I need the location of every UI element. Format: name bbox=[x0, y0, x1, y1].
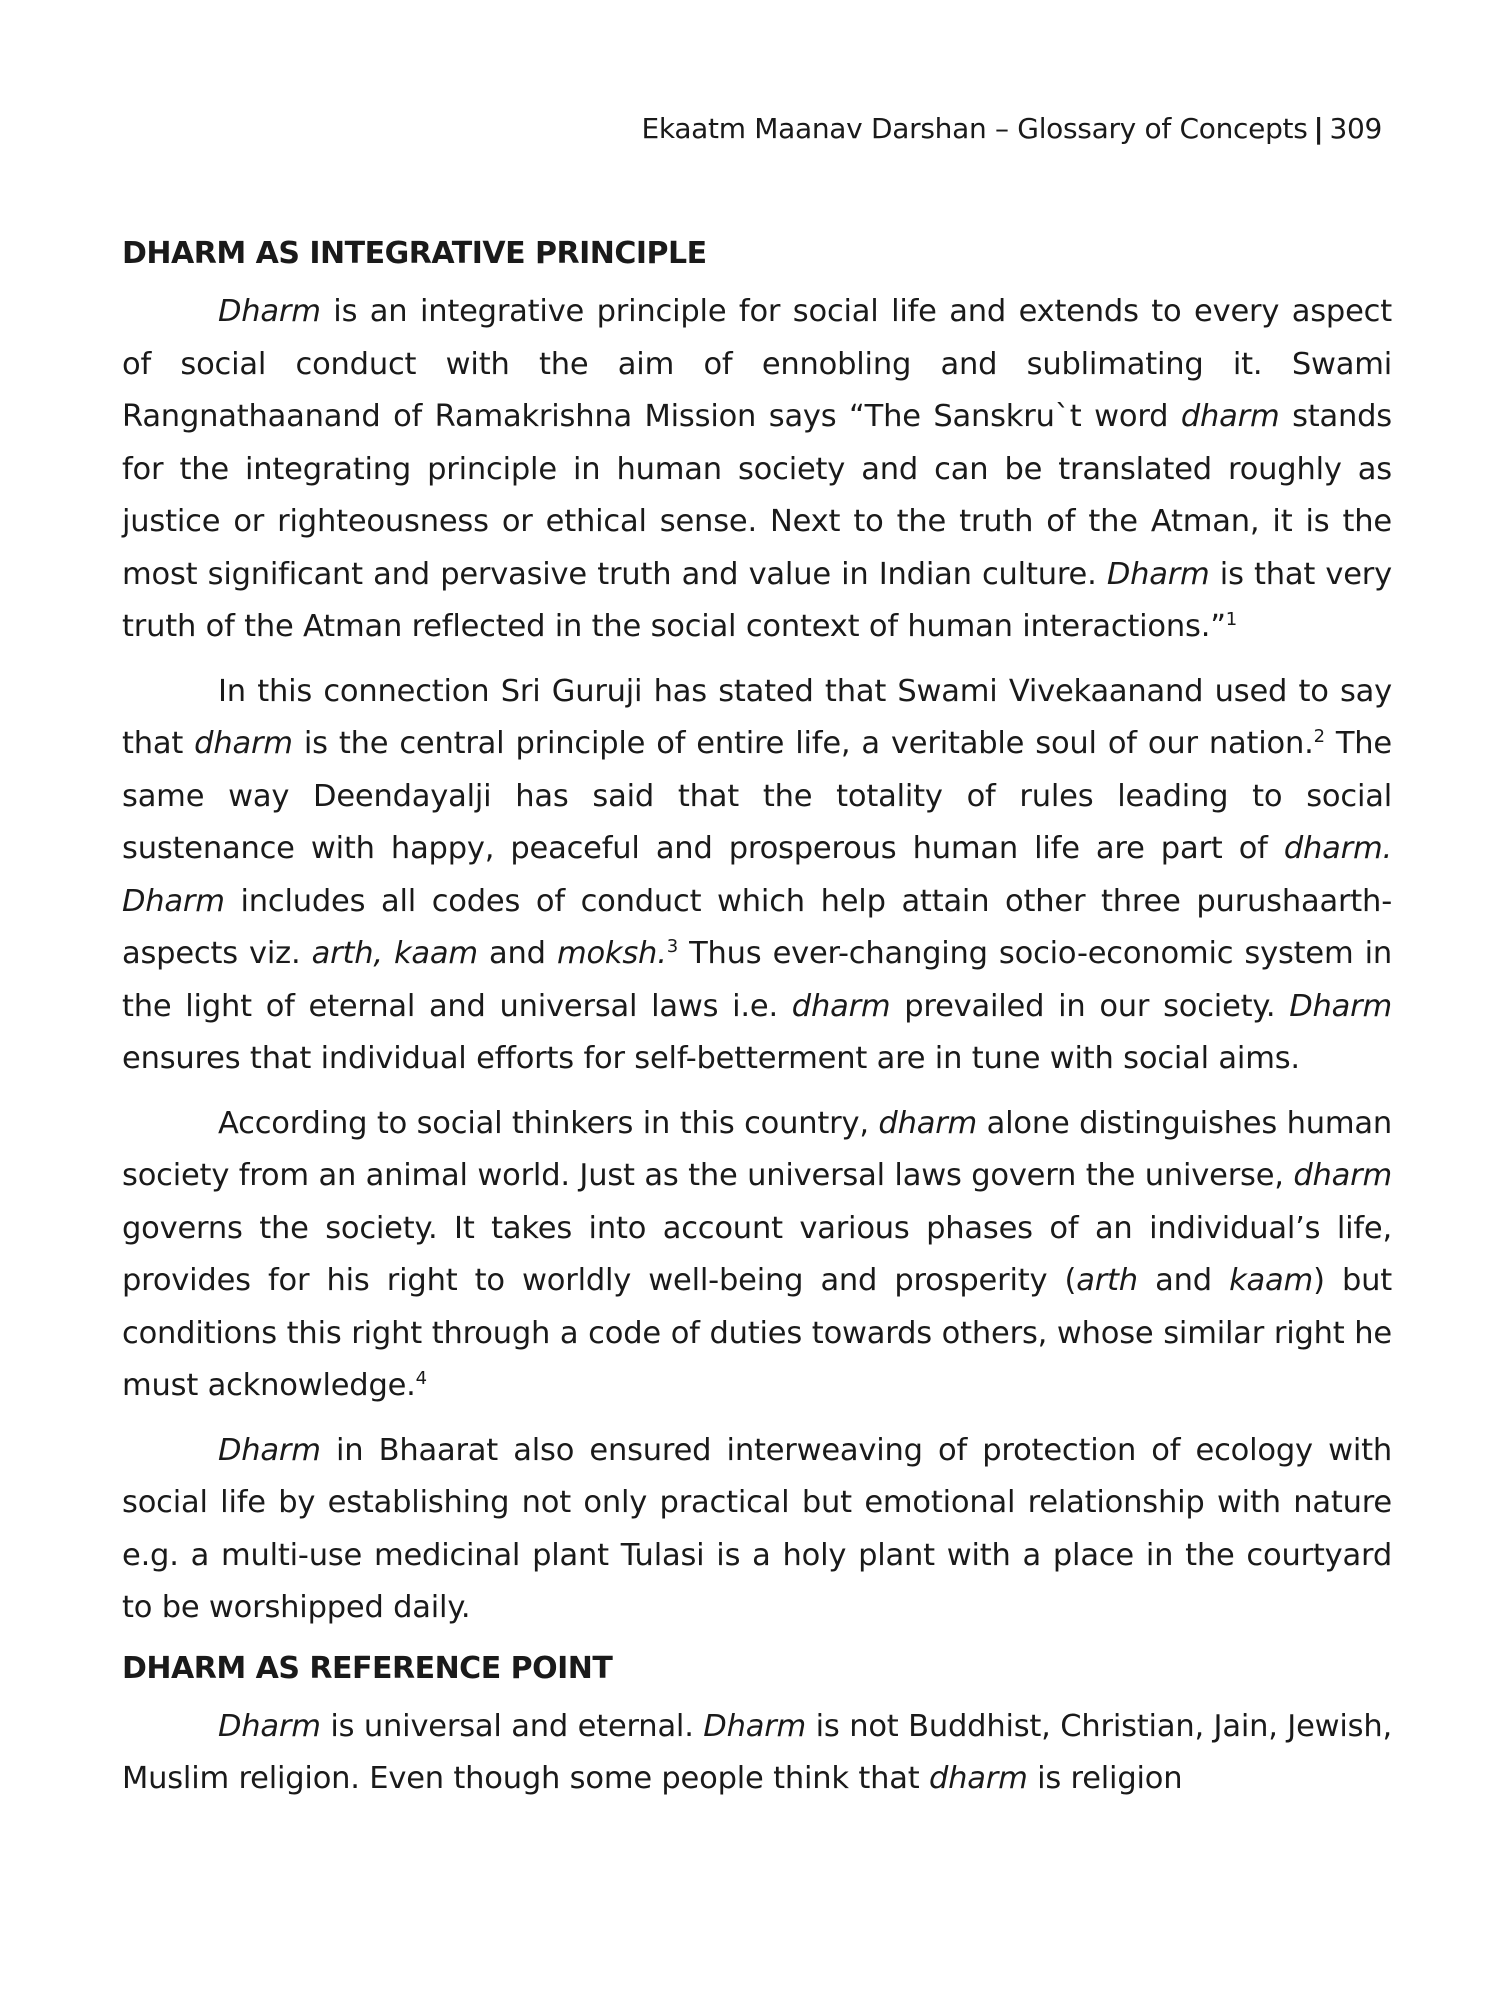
footnote-ref-1: 1 bbox=[1225, 608, 1238, 630]
header-title: Ekaatm Maanav Darshan – Glossary of Concepts bbox=[641, 112, 1308, 145]
page-body bbox=[122, 228, 1392, 1806]
header-separator: | bbox=[1313, 112, 1324, 145]
footnote-ref-4: 4 bbox=[415, 1367, 427, 1389]
paragraph-3: According to social thinkers in this country, dharm alone distinguishes human society from an animal world. Just as the universal laws govern the universe, dharm governs the society. It takes into account various phases of an individual’s life, provides for his right to worldly well-being and prosperity (arth and kaam) but conditions this right through a code of duties towards others, whose similar right he must acknowledge.$^4$ bbox=[122, 1105, 1392, 1403]
paragraph-1: Dharm is an integrative principle for social life and extends to every aspect of social conduct with the aim of ennobling and sublimating it. Swami Rangnathaanand of Ramakrishna Mission says “The Sanskru`t word dharm stands for the integrating principle in human society and can be translated roughly as justice or righteousness or ethical sense. Next to the truth of the Atman, it is the most significant and pervasive truth and value in Indian culture. Dharm is that very truth of the Atman reflected in the social context of human interactions.”$^1$ bbox=[122, 294, 1392, 644]
paragraph-2: In this connection Sri Guruji has stated that Swami Vivekaanand used to say that dharm is the central principle of entire life, a veritable soul of our nation.$^2$ The same way Deendayalji has said that the totality of rules leading to social sustenance with happy, peaceful and prosperous human life are part of dharm. Dharm includes all codes of conduct which help attain other three purushaarth-aspects viz. arth, kaam and moksh.$^3$ Thus ever-changing socio-economic system in the light of eternal and universal laws i.e. dharm prevailed in our society. Dharm ensures that individual efforts for self-betterment are in tune with social aims. bbox=[122, 673, 1392, 1076]
page-number: 309 bbox=[1329, 112, 1382, 145]
paragraph-4: Dharm in Bhaarat also ensured interweaving of protection of ecology with social life by establishing not only practical but emotional relationship with nature e.g. a multi-use medicinal plant Tulasi is a holy plant with a place in the courtyard to be worshipped daily. bbox=[122, 1432, 1392, 1625]
footnote-ref-3: 3 bbox=[666, 935, 678, 957]
paragraph-5: Dharm is universal and eternal. Dharm is not Buddhist, Christian, Jain, Jewish, Muslim religion. Even though some people think that dharm is religion bbox=[122, 1708, 1393, 1796]
section-heading-integrative-principle: DHARM AS INTEGRATIVE PRINCIPLE bbox=[122, 236, 707, 271]
running-header bbox=[642, 112, 1383, 145]
footnote-ref-2: 2 bbox=[1313, 725, 1325, 747]
section-heading-reference-point: DHARM AS REFERENCE POINT bbox=[122, 1650, 613, 1686]
